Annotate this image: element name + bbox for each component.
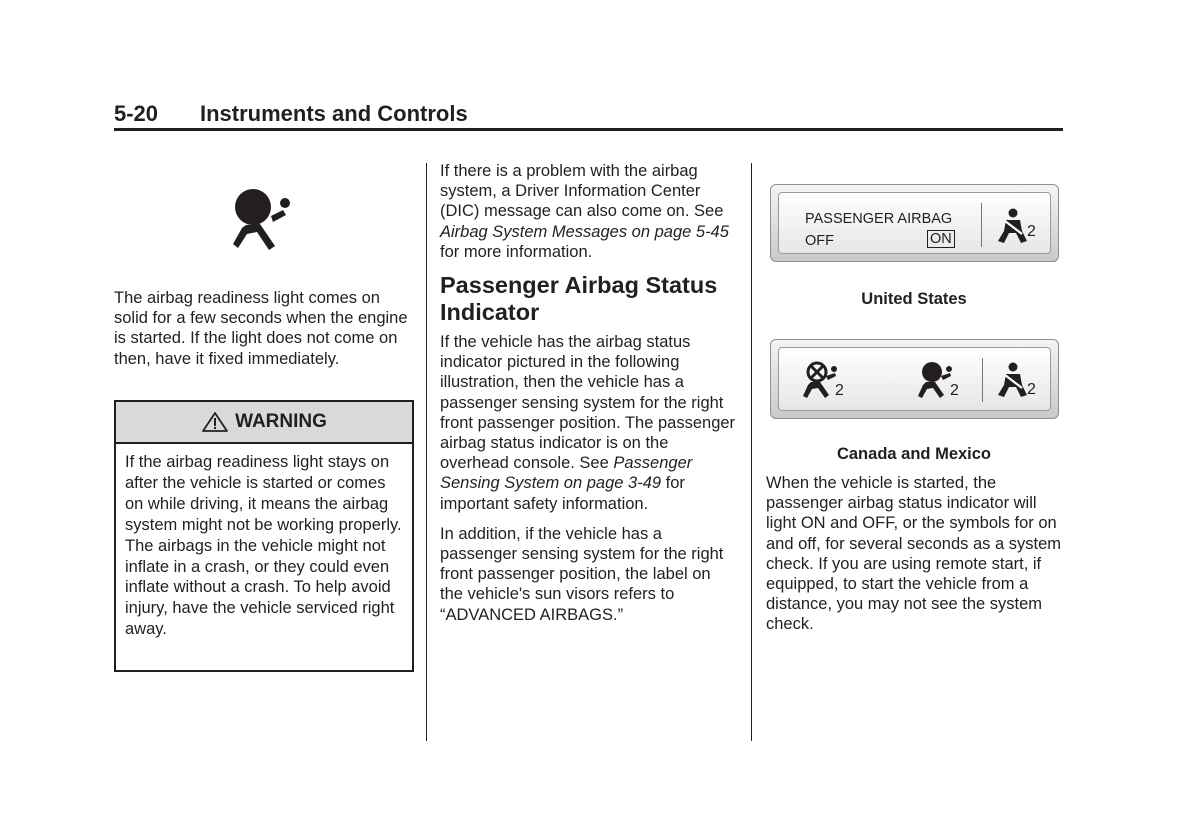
seat-number: 2: [1027, 223, 1036, 240]
panel-face: [778, 347, 1051, 411]
seat-number: 2: [1027, 381, 1036, 398]
panel-face: [778, 192, 1051, 254]
text-run: for more information.: [440, 242, 593, 261]
canada-mexico-caption: Canada and Mexico: [836, 445, 992, 463]
cross-reference-link[interactable]: Airbag System Messages on page 5-45: [440, 222, 729, 241]
warning-triangle-icon: [201, 411, 229, 433]
sun-visor-paragraph: In addition, if the vehicle has a passenger sensing system for the right front passenger position, the label on the vehicle's sun visors refers to “ADVANCED AIRBAGS.”: [440, 524, 724, 624]
header-rule: [114, 128, 1063, 131]
on-label: ON: [927, 230, 955, 248]
seat-number: 2: [835, 382, 844, 399]
canada-mexico-indicator-panel: [770, 339, 1059, 419]
column-divider: [751, 163, 752, 741]
section-title: Instruments and Controls: [200, 101, 468, 126]
off-label: OFF: [805, 233, 834, 249]
warning-header: [116, 402, 412, 444]
airbag-on-indicator: [914, 360, 974, 404]
column-2: [440, 161, 738, 635]
page-header: [114, 101, 468, 127]
airbag-readiness-icon: [230, 186, 300, 254]
panel-divider: [981, 203, 982, 247]
airbag-off-indicator: [799, 360, 859, 404]
warning-text: If the airbag readiness light stays on after the vehicle is started or comes on while driving, it means the airbag system might not be working properly. The airbags in the vehicle might not inflate in a crash, or they could even inflate without a crash. To help avoid injury, have the vehicle serviced right away.: [125, 453, 402, 639]
cross-reference-link[interactable]: Passenger Sensing System on page 3-49: [440, 454, 693, 493]
seat-number: 2: [950, 382, 959, 399]
column-divider: [426, 163, 427, 741]
warning-title: WARNING: [235, 411, 327, 432]
seatbelt-indicator: [995, 207, 1051, 247]
warning-box: [114, 400, 414, 672]
seatbelt-indicator: [995, 361, 1051, 405]
status-indicator-paragraph: [440, 332, 738, 514]
readiness-paragraph: The airbag readiness light comes on solid for a few seconds when the engine is started. If the light does not come on then, have it fixed immediately.: [114, 289, 408, 368]
us-indicator-panel: [770, 184, 1059, 262]
panel-divider: [982, 358, 983, 402]
section-heading: Passenger Airbag Status Indicator: [440, 272, 718, 326]
text-run: If the vehicle has the airbag status indicator pictured in the following illustration, then the vehicle has a passenger sensing system for the right front passenger position. The passenger airbag status indicator is on the overhead console. See: [440, 333, 736, 473]
text-run: for important safety information.: [440, 474, 685, 513]
dic-paragraph: [440, 161, 738, 262]
column-1: [114, 288, 414, 379]
page-number: 5-20: [114, 101, 159, 126]
us-caption: United States: [861, 290, 967, 308]
column-3: [766, 473, 1064, 645]
system-check-paragraph: When the vehicle is started, the passenger airbag status indicator will light ON and OFF, or the symbols for on and off, for several seconds as a system check. If you are using remote start, if equipped, to start the vehicle from a distance, you may not see the system check.: [766, 474, 1062, 634]
text-run: If there is a problem with the airbag system, a Driver Information Center (DIC) message can also come on. See: [440, 162, 724, 221]
passenger-airbag-label: PASSENGER AIRBAG: [805, 211, 953, 227]
